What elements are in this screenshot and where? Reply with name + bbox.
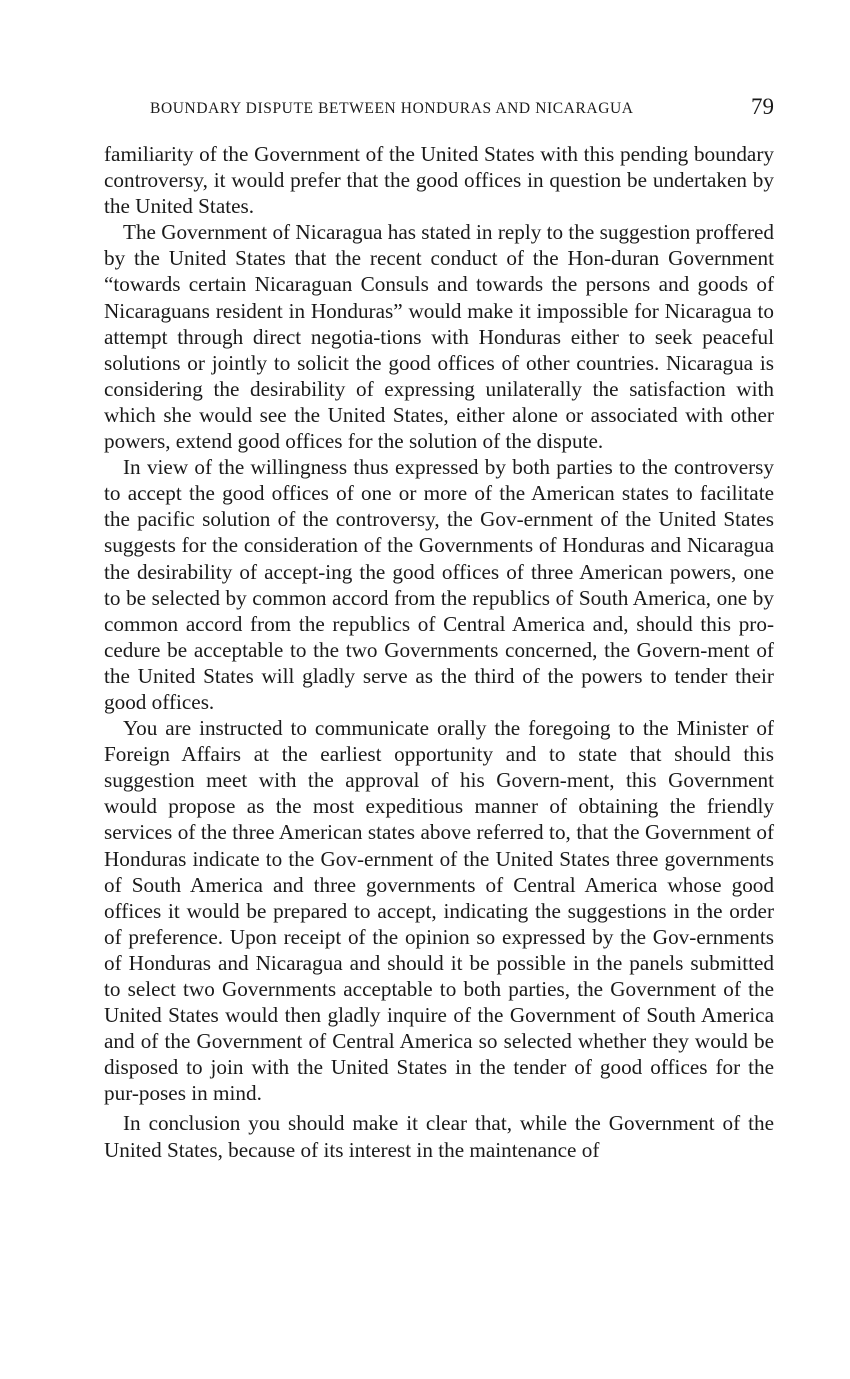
body-text xyxy=(104,141,774,1163)
page-header xyxy=(104,96,774,126)
page-number: 79 xyxy=(751,94,774,119)
paragraph-good-offices-suggestion: In view of the willingness thus expressed by both parties to the controversy to accept the good offices of one or more of the American states to facilitate the pacific solution of the controversy, the Gov-ernment of the United States suggests for the consideration of the Governments of Honduras and Nicaragua the desirability of accept-ing the good offices of three American powers, one to be selected by common accord from the republics of South America, one by common accord from the republics of Central America and, should this pro-cedure be acceptable to the two Governments concerned, the Govern-ment of the United States will gladly serve as the third of the powers to tender their good offices. xyxy=(104,455,774,714)
paragraph-conclusion: In conclusion you should make it clear that, while the Government of the United States, because of its interest in the maintenance of xyxy=(104,1111,774,1162)
paragraph-continuation: familiarity of the Government of the United States with this pending boundary controversy, it would prefer that the good offices in question be undertaken by the United States. xyxy=(104,142,774,219)
paragraph-instructions: You are instructed to communicate orally the foregoing to the Minister of Foreign Affairs at the earliest opportunity and to state that should this suggestion meet with the approval of his Govern-ment, this Government would propose as the most expeditious manner of obtaining the friendly services of the three American states above referred to, that the Government of Honduras indicate to the Gov-ernment of the United States three governments of South America and three governments of Central America whose good offices it would be prepared to accept, indicating the suggestions in the order of preference. Upon receipt of the opinion so expressed by the Gov-ernments of Honduras and Nicaragua and should it be possible in the panels submitted to select two Governments acceptable to both parties, the Government of the United States would then gladly inquire of the Government of South America and of the Government of Central America so selected whether they would be disposed to join with the United States in the tender of good offices for the pur-poses in mind. xyxy=(104,716,774,1106)
running-head: BOUNDARY DISPUTE BETWEEN HONDURAS AND NICARAGUA xyxy=(150,100,634,117)
paragraph-nicaragua-reply: The Government of Nicaragua has stated in reply to the suggestion proffered by the United States that the recent conduct of the Hon-duran Government “towards certain Nicaraguan Consuls and towards the persons and goods of Nicaraguans resident in Honduras” would make it impossible for Nicaragua to attempt through direct negotia-tions with Honduras either to seek peaceful solutions or jointly to solicit the good offices of other countries. Nicaragua is considering the desirability of expressing unilaterally the satisfaction with which she would see the United States, either alone or associated with other powers, extend good offices for the solution of the dispute. xyxy=(104,220,774,454)
